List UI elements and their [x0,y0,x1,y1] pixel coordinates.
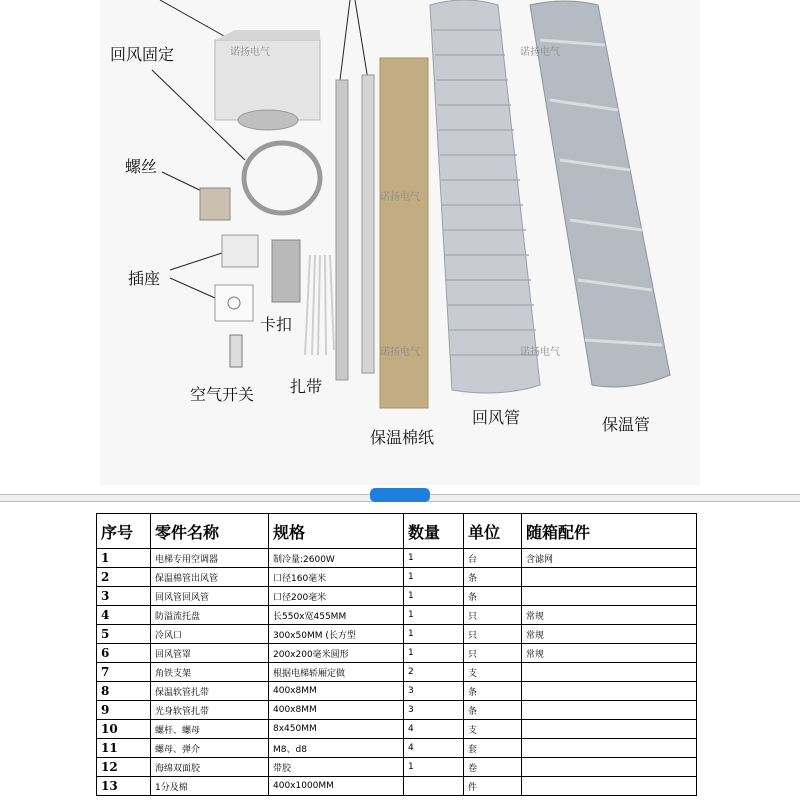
cell-part-name: 防溢流托盘 [151,606,269,625]
header-part-name: 零件名称 [151,514,269,549]
cell-quantity: 1 [404,568,464,587]
cell-spec: 200x200毫米圆形 [269,644,404,663]
cell-unit: 件 [464,777,522,796]
cell-spec: 400x8MM [269,682,404,701]
cell-spec: M8、d8 [269,739,404,758]
clip-plate [272,240,300,302]
insulation-pipe [530,1,670,387]
cell-part-name: 螺杆、螺母 [151,720,269,739]
header-unit: 单位 [464,514,522,549]
table-row [97,644,697,663]
cable-ties [305,255,334,355]
cell-accessories [522,739,697,758]
cell-index: 9 [97,701,151,720]
angle-bar-1 [336,80,348,380]
cell-quantity: 1 [404,587,464,606]
cell-accessories [522,777,697,796]
cell-accessories [522,701,697,720]
cell-part-name: 回风管罩 [151,644,269,663]
socket-2 [215,285,253,321]
label-return-pipe: 回风管 [472,408,521,427]
return-pipe [430,0,540,393]
svg-text:诺扬电气: 诺扬电气 [230,47,270,58]
cell-quantity: 3 [404,701,464,720]
cell-spec: 8x450MM [269,720,404,739]
cell-unit: 支 [464,720,522,739]
table-row [97,758,697,777]
cell-quantity: 3 [404,682,464,701]
cell-accessories [522,587,697,606]
cell-accessories [522,758,697,777]
cell-spec: 口径200毫米 [269,587,404,606]
cell-index: 4 [97,606,151,625]
table-row [97,625,697,644]
svg-text:诺扬电气: 诺扬电气 [380,347,420,358]
table-row [97,720,697,739]
cell-spec: 口径160毫米 [269,568,404,587]
table-row [97,701,697,720]
cell-unit: 条 [464,682,522,701]
cell-index: 8 [97,682,151,701]
cell-unit: 支 [464,663,522,682]
cell-quantity: 1 [404,625,464,644]
cell-quantity: 1 [404,758,464,777]
cell-accessories: 含滤网 [522,549,697,568]
fixing-ring [244,143,320,213]
cell-accessories [522,682,697,701]
resize-handle[interactable] [370,488,430,502]
air-switch [230,335,242,367]
cell-spec: 根据电梯轿厢定做 [269,663,404,682]
parts-table [96,513,697,796]
cell-part-name: 保温棉管出风管 [151,568,269,587]
svg-text:诺扬电气: 诺扬电气 [520,47,560,58]
cell-unit: 套 [464,739,522,758]
table-row [97,682,697,701]
cell-index: 7 [97,663,151,682]
cell-unit: 只 [464,644,522,663]
cell-part-name: 1分及棉 [151,777,269,796]
label-socket: 插座 [128,269,161,288]
cell-quantity: 4 [404,739,464,758]
cell-index: 1 [97,549,151,568]
cell-spec: 400x1000MM [269,777,404,796]
cell-accessories: 常规 [522,606,697,625]
cell-unit: 只 [464,606,522,625]
table-row [97,663,697,682]
cell-index: 5 [97,625,151,644]
cell-accessories [522,568,697,587]
product-photo [100,0,700,485]
socket-1 [222,235,258,267]
cell-index: 13 [97,777,151,796]
cell-accessories: 常规 [522,625,697,644]
cell-quantity: 2 [404,663,464,682]
svg-text:诺扬电气: 诺扬电气 [520,347,560,358]
cell-part-name: 电梯专用空调器 [151,549,269,568]
table-row [97,587,697,606]
header-spec: 规格 [269,514,404,549]
label-insulation-paper: 保温棉纸 [370,428,435,447]
label-air-switch: 空气开关 [190,385,255,404]
cell-spec: 300x50MM (长方型 [269,625,404,644]
label-screws: 螺丝 [125,157,158,176]
screws-pack [200,188,230,220]
cell-unit: 卷 [464,758,522,777]
cell-part-name: 海绵双面胶 [151,758,269,777]
cell-part-name: 螺母、弹介 [151,739,269,758]
return-air-box [215,30,320,130]
angle-bar-2 [362,75,374,373]
cell-accessories [522,663,697,682]
label-cable-tie: 扎带 [290,377,323,396]
cell-accessories: 常规 [522,644,697,663]
cell-unit: 条 [464,587,522,606]
cell-part-name: 冷风口 [151,625,269,644]
cell-index: 11 [97,739,151,758]
table-row [97,568,697,587]
cell-spec: 长550x宽455MM [269,606,404,625]
cell-part-name: 光身软管扎带 [151,701,269,720]
table-row [97,777,697,796]
table-header-row [97,514,697,549]
cell-index: 6 [97,644,151,663]
label-return-fixing: 回风固定 [110,45,175,64]
cell-part-name: 角铁支架 [151,663,269,682]
header-index: 序号 [97,514,151,549]
header-accessories: 随箱配件 [522,514,697,549]
table-row [97,739,697,758]
cell-index: 12 [97,758,151,777]
table-row [97,606,697,625]
cell-unit: 条 [464,701,522,720]
cell-quantity [404,777,464,796]
cell-part-name: 回风管回风管 [151,587,269,606]
cell-unit: 条 [464,568,522,587]
cell-quantity: 4 [404,720,464,739]
header-quantity: 数量 [404,514,464,549]
cell-quantity: 1 [404,644,464,663]
cell-unit: 台 [464,549,522,568]
svg-text:诺扬电气: 诺扬电气 [380,192,420,203]
cell-spec: 400x8MM [269,701,404,720]
cell-part-name: 保温软管扎带 [151,682,269,701]
cell-spec: 带胶 [269,758,404,777]
cell-index: 3 [97,587,151,606]
cell-spec: 制冷量:2600W [269,549,404,568]
cell-quantity: 1 [404,549,464,568]
cell-unit: 只 [464,625,522,644]
cell-quantity: 1 [404,606,464,625]
cell-index: 2 [97,568,151,587]
cell-accessories [522,720,697,739]
label-insulation-pipe: 保温管 [602,415,651,434]
label-clip: 卡扣 [260,315,293,334]
table-row [97,549,697,568]
cell-index: 10 [97,720,151,739]
